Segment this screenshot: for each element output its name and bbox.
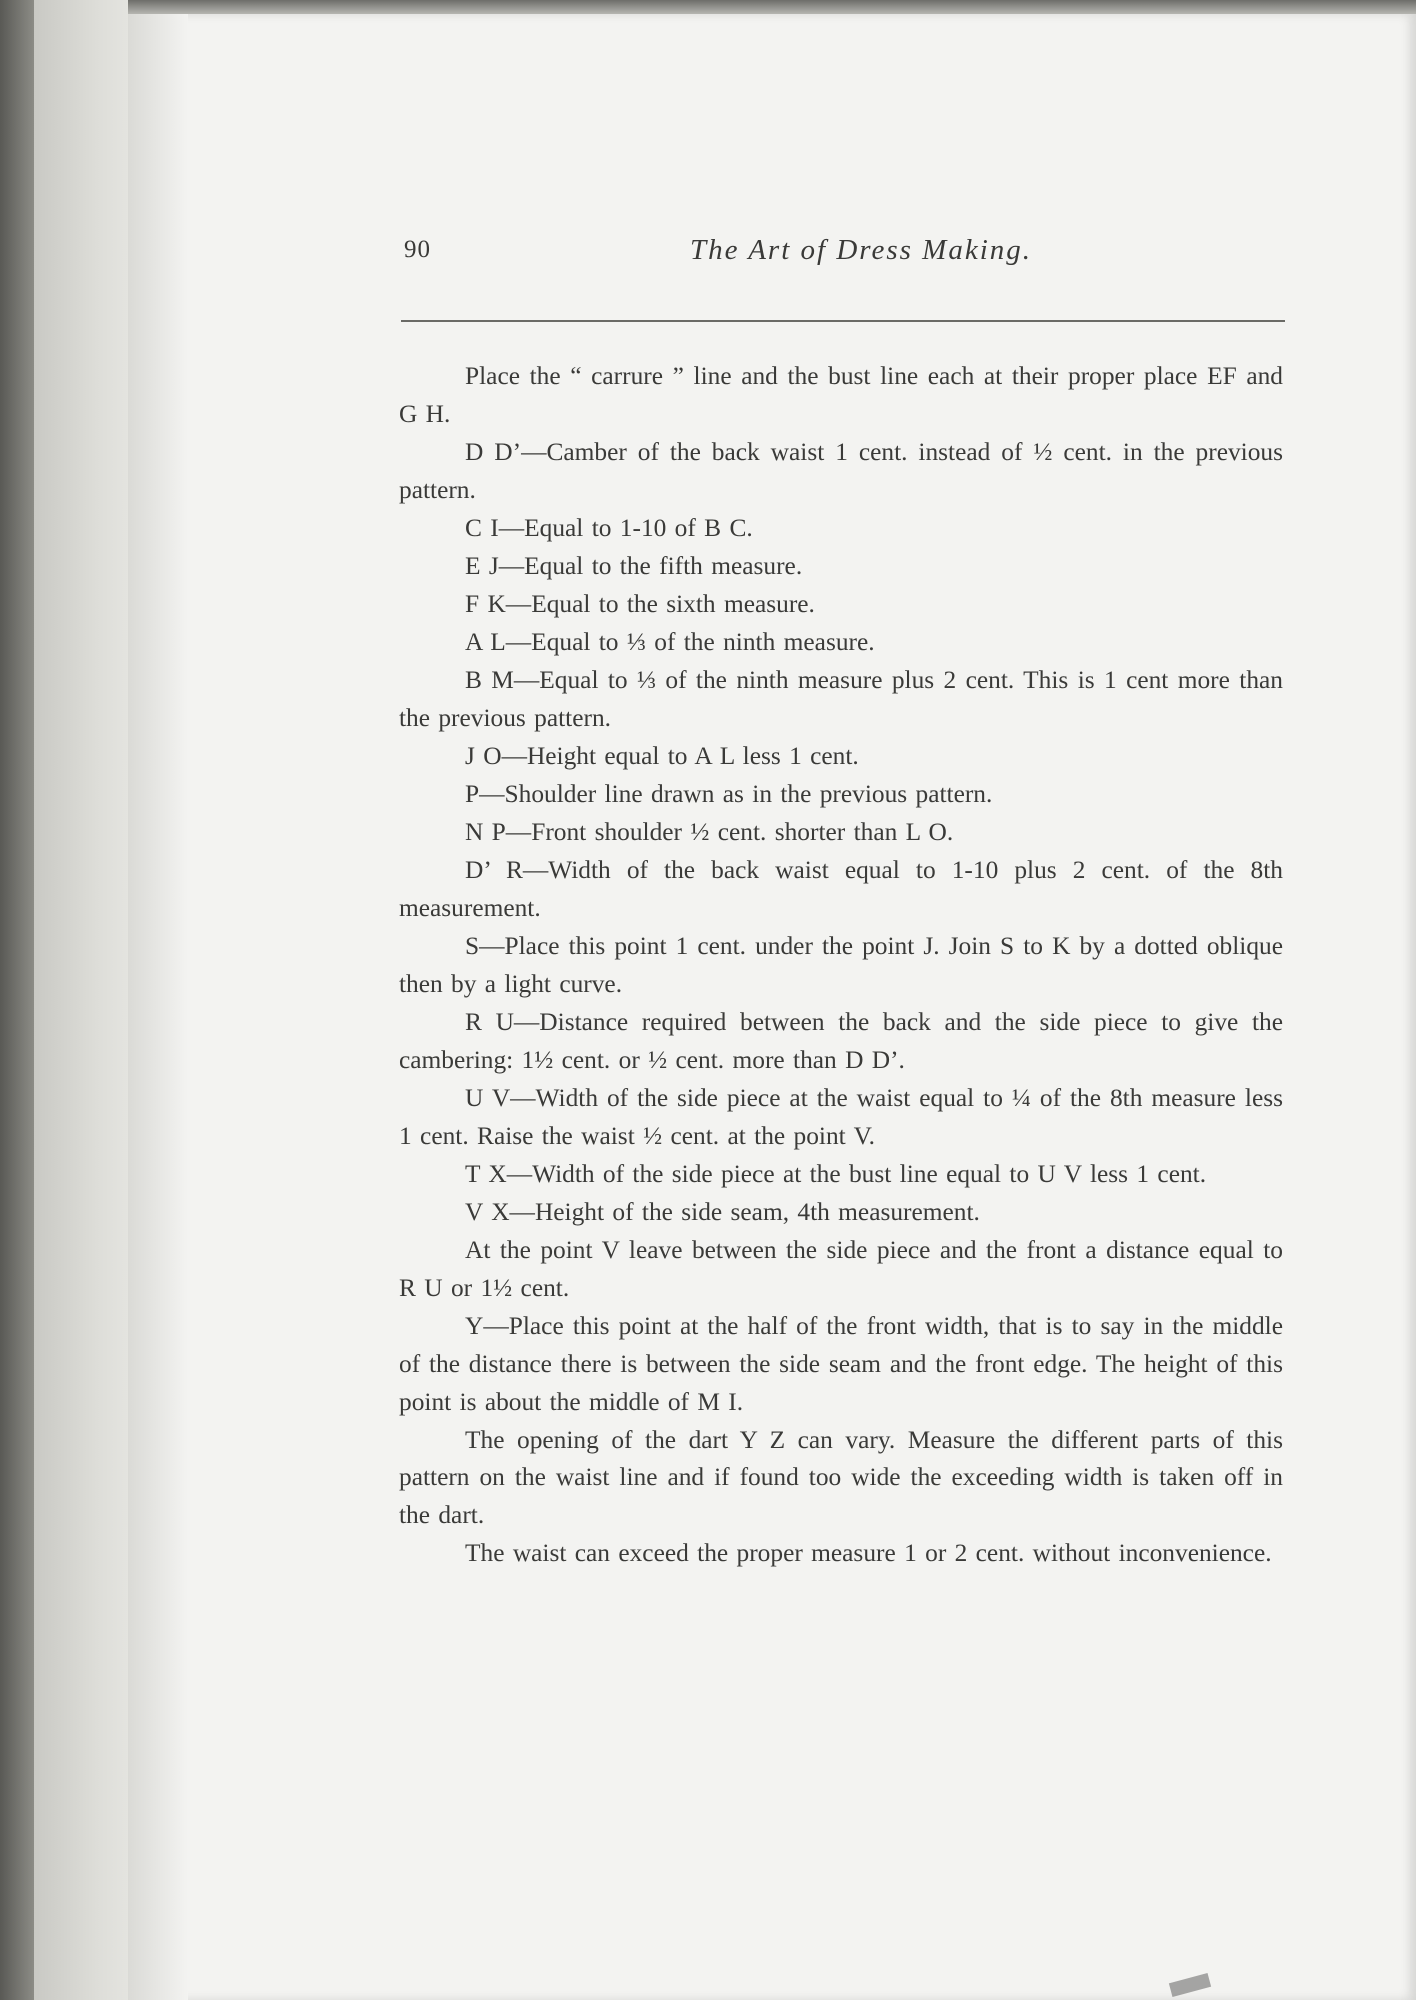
- paragraph: D’ R—Width of the back waist equal to 1-10 plus 2 cent. of the 8th measurement.: [399, 856, 1283, 923]
- paragraph: B M—Equal to ⅓ of the ninth measure plus 2 cent. This is 1 cent more than the previous pattern.: [399, 666, 1283, 732]
- paragraph: P—Shoulder line drawn as in the previous pattern.: [465, 780, 993, 809]
- paragraph: Place the “ carrure ” line and the bust line each at their proper place EF and G H.: [399, 362, 1283, 428]
- paragraph: T X—Width of the side piece at the bust line equal to U V less 1 cent.: [465, 1159, 1207, 1188]
- paragraph: V X—Height of the side seam, 4th measurement.: [465, 1197, 980, 1226]
- paragraph: Y—Place this point at the half of the front width, that is to say in the middle of the distance there is between the side seam and the front edge. The height of this point is about the middle of M I.: [399, 1311, 1283, 1416]
- running-title: The Art of Dress Making.: [689, 234, 1033, 266]
- paragraph: E J—Equal to the fifth measure.: [465, 551, 803, 580]
- paragraph: A L—Equal to ⅓ of the ninth measure.: [465, 628, 875, 657]
- paragraph: S—Place this point 1 cent. under the point J. Join S to K by a dotted oblique then by a light curve.: [399, 932, 1283, 999]
- paragraph: C I—Equal to 1-10 of B C.: [465, 513, 753, 542]
- body-text: [399, 358, 1283, 1573]
- page-header: [399, 236, 1283, 296]
- paragraph: At the point V leave between the side piece and the front a distance equal to R U or 1½ cent.: [399, 1236, 1283, 1302]
- paragraph: N P—Front shoulder ½ cent. shorter than L O.: [465, 818, 954, 847]
- paragraph: F K—Equal to the sixth measure.: [465, 589, 815, 618]
- page-text: [399, 234, 1283, 1568]
- header-rule: [401, 320, 1285, 322]
- paragraph: J O—Height equal to A L less 1 cent.: [465, 742, 859, 771]
- paragraph: U V—Width of the side piece at the waist equal to ¼ of the 8th measure less 1 cent. Raise the waist ½ cent. at the point V.: [399, 1084, 1283, 1150]
- paragraph: The opening of the dart Y Z can vary. Measure the different parts of this pattern on the waist line and if found too wide the exceeding width is taken off in the dart.: [399, 1425, 1283, 1530]
- paragraph: R U—Distance required between the back and the side piece to give the cambering: 1½ cent. or ½ cent. more than D D’.: [399, 1008, 1283, 1074]
- paragraph: D D’—Camber of the back waist 1 cent. instead of ½ cent. in the previous pattern.: [399, 437, 1283, 504]
- page-number: 90: [404, 236, 431, 263]
- page-gutter: [128, 14, 188, 2000]
- paragraph: The waist can exceed the proper measure 1 or 2 cent. without inconvenience.: [465, 1539, 1272, 1568]
- binding-edge: [0, 0, 34, 2000]
